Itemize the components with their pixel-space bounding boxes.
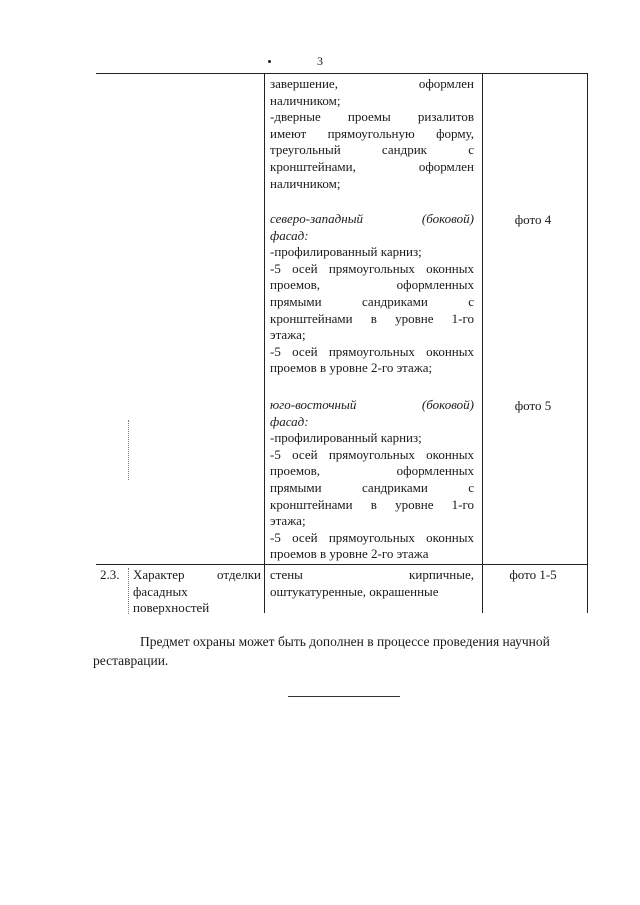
text-line: -профилированный карниз; [270, 244, 422, 260]
photo-reference: фото 1-5 [509, 567, 557, 582]
se-facade-description [270, 397, 474, 563]
note-line: Предмет охраны может быть дополнен в процессе проведения научной [140, 634, 550, 649]
text-line: поверхностей [133, 600, 210, 616]
facade-heading: северо-западный (боковой) [270, 211, 474, 226]
text-line: этажа; [270, 513, 306, 529]
note-line: реставрации. [93, 653, 169, 668]
text-line: -профилированный карниз; [270, 430, 422, 446]
text-line: наличником; [270, 175, 341, 191]
text-line: Характер отделки [133, 567, 261, 582]
page-mark [268, 60, 271, 63]
text-line: проемов, оформленных [270, 277, 474, 293]
text-line: имеют прямоугольную форму, [270, 125, 474, 141]
text-line: -5 осей прямоугольных оконных [270, 343, 474, 359]
closing-note [93, 632, 590, 670]
table-top-border [96, 73, 588, 74]
text-line: стены кирпичные, [270, 567, 474, 582]
text-line: завершение, оформлен [270, 76, 474, 91]
facade-heading: фасад: [270, 413, 309, 429]
text-line: кронштейнами в уровне 1-го [270, 496, 474, 512]
text-line: -дверные проемы ризалитов [270, 109, 474, 125]
facade-heading: фасад: [270, 227, 309, 243]
text-line: прямыми сандриками с [270, 293, 474, 309]
photo-reference: фото 4 [514, 212, 552, 227]
faint-column-trace [128, 420, 129, 480]
page-number: 3 [317, 54, 323, 68]
text-line: проемов, оформленных [270, 463, 474, 479]
faint-column-trace [128, 568, 129, 614]
text-line: фасадных [133, 583, 188, 599]
text-line: -5 осей прямоугольных оконных [270, 446, 474, 462]
table-column-divider [482, 73, 483, 613]
text-line: -5 осей прямоугольных оконных [270, 260, 474, 276]
text-line: этажа; [270, 327, 306, 343]
text-line: кронштейнами в уровне 1-го [270, 310, 474, 326]
table-right-border [587, 73, 588, 613]
closing-rule [288, 696, 400, 697]
row-description [270, 567, 474, 600]
row-number: 2.3. [100, 567, 120, 582]
facade-heading: юго-восточный (боковой) [270, 397, 474, 412]
row-name [133, 567, 261, 617]
table-column-divider [264, 73, 265, 613]
text-line: прямыми сандриками с [270, 479, 474, 495]
row-separator [96, 564, 588, 565]
text-line: проемов в уровне 2-го этажа [270, 546, 429, 562]
text-line: проемов в уровне 2-го этажа; [270, 360, 433, 376]
text-line: наличником; [270, 92, 341, 108]
text-line: -5 осей прямоугольных оконных [270, 529, 474, 545]
text-line: оштукатуренные, окрашенные [270, 583, 439, 599]
text-line: треугольный сандрик с [270, 142, 474, 158]
text-line: кронштейнами, оформлен [270, 158, 474, 174]
nw-facade-description [270, 211, 474, 377]
photo-reference: фото 5 [514, 398, 552, 413]
continuation-description [270, 76, 474, 192]
